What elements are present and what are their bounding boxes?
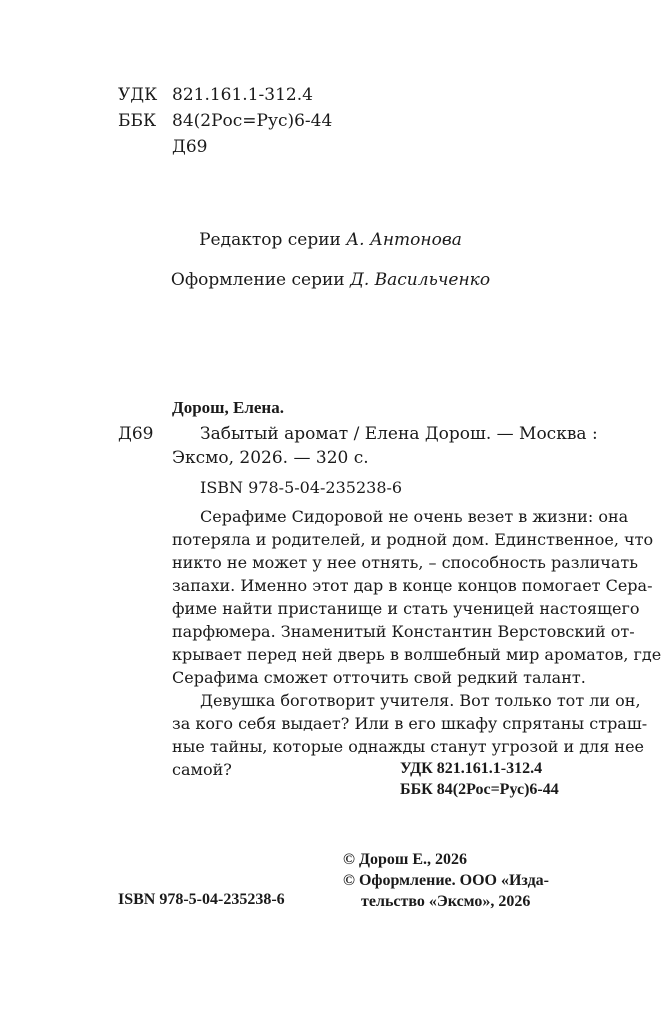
annotation-line: Серафима сможет отточить свой редкий талант. <box>172 668 586 687</box>
author-mark-top: Д69 <box>172 137 208 157</box>
annotation-line: фиме найти пристанище и стать ученицей настоящего <box>172 599 640 618</box>
isbn-line: ISBN 978-5-04-235238-6 <box>200 478 403 497</box>
annotation-line: потеряла и родителей, и родной дом. Единственное, что <box>172 530 654 549</box>
annotation-line: Серафиме Сидоровой не очень везет в жизни: она <box>200 507 629 526</box>
udk-value: 821.161.1-312.4 <box>172 85 313 105</box>
annotation-line: запахи. Именно этот дар в конце концов помогает Сера- <box>172 576 653 595</box>
bbk-label: ББК <box>118 111 157 131</box>
series-editor-credit <box>0 228 661 252</box>
isbn-footer: ISBN 978-5-04-235238-6 <box>118 891 285 908</box>
design-role: Оформление серии <box>170 270 345 290</box>
author-heading: Дорош, Елена. <box>172 398 284 417</box>
copyright-design-line-2: тельство «Эксмо», 2026 <box>361 893 531 910</box>
title-line-2: Эксмо, 2026. — 320 с. <box>172 448 369 468</box>
annotation-line: крывает перед ней дверь в волшебный мир ароматов, где <box>172 645 661 664</box>
editor-name: А. Антонова <box>346 230 462 250</box>
author-mark: Д69 <box>118 424 154 444</box>
copyright-design-line-1: © Оформление. ООО «Изда- <box>343 872 549 889</box>
annotation-line: Девушка боготворит учителя. Вот только тот ли он, <box>200 691 641 710</box>
annotation-line: парфюмера. Знаменитый Константин Верстовский от- <box>172 622 635 641</box>
bbk-bottom: ББК 84(2Рос=Рус)6-44 <box>400 781 559 798</box>
annotation-line: за кого себя выдает? Или в его шкафу спрятаны страш- <box>172 714 648 733</box>
bbk-value: 84(2Рос=Рус)6-44 <box>172 111 333 131</box>
annotation-line: никто не может у нее отнять, – способность различать <box>172 553 638 572</box>
editor-role: Редактор серии <box>199 230 341 250</box>
design-name: Д. Васильченко <box>350 270 491 290</box>
annotation-line: ные тайны, которые однажды станут угрозой и для нее <box>172 737 644 756</box>
copyright-author: © Дорош Е., 2026 <box>343 851 468 868</box>
udk-label: УДК <box>118 85 158 105</box>
title-line-1: Забытый аромат / Елена Дорош. — Москва : <box>200 424 598 444</box>
udk-bottom: УДК 821.161.1-312.4 <box>400 760 543 777</box>
series-design-credit <box>0 268 661 292</box>
annotation-line: самой? <box>172 760 232 779</box>
